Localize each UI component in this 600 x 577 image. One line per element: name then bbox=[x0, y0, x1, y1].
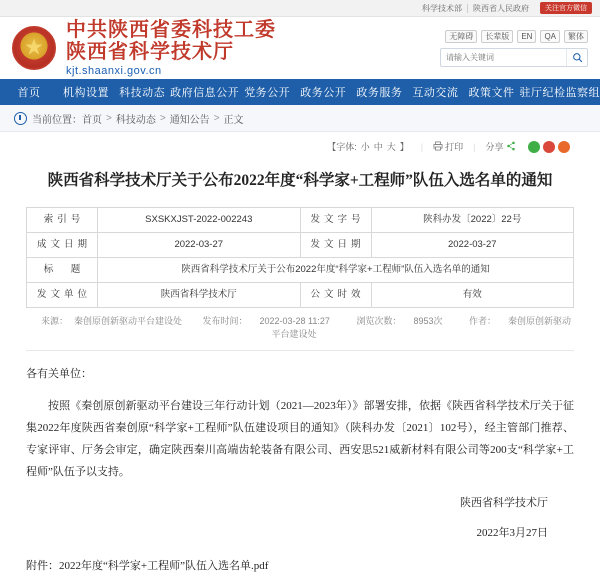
document-meta-table bbox=[26, 207, 574, 308]
toolbar-divider: | bbox=[473, 141, 476, 152]
accessibility-option[interactable]: 无障碍 bbox=[445, 30, 477, 43]
printer-icon bbox=[433, 141, 443, 151]
table-row bbox=[27, 258, 574, 283]
wechat-badge[interactable]: 关注官方微信 bbox=[540, 2, 592, 14]
nav-item-party-affairs[interactable]: 党务公开 bbox=[244, 87, 291, 99]
publish-prefix: 发布时间： bbox=[202, 316, 248, 326]
main-nav[interactable] bbox=[0, 79, 600, 105]
breadcrumb-separator: > bbox=[159, 112, 166, 124]
publish-group bbox=[197, 316, 336, 326]
meta-value-issuer: 陕西省科学技术厅 bbox=[98, 283, 301, 308]
search-box[interactable] bbox=[440, 48, 588, 67]
traditional-chinese-option[interactable]: 繁体 bbox=[564, 30, 588, 43]
breadcrumb-prefix: 当前位置： bbox=[32, 114, 82, 126]
source-group bbox=[35, 316, 182, 326]
publish-time: 2022-03-28 11:27 bbox=[259, 316, 330, 326]
author-name: 秦创原创新驱动平台建设处 bbox=[271, 316, 572, 339]
qa-option[interactable]: QA bbox=[540, 30, 560, 43]
breadcrumb-item-news[interactable]: 科技动态 bbox=[115, 114, 156, 126]
print-label[interactable]: 打印 bbox=[445, 142, 464, 152]
elder-version-option[interactable]: 长辈版 bbox=[481, 30, 513, 43]
nav-item-discipline-group[interactable]: 驻厅纪检监察组 bbox=[519, 87, 600, 99]
article-body bbox=[26, 351, 574, 577]
site-header bbox=[0, 17, 600, 79]
font-size-label: 【字体: bbox=[327, 142, 357, 152]
views-count: 8953次 bbox=[413, 316, 443, 326]
english-option[interactable]: EN bbox=[517, 30, 536, 43]
views-prefix: 浏览次数： bbox=[356, 316, 402, 326]
nav-item-home[interactable]: 首页 bbox=[17, 87, 41, 99]
meta-label-index: 索引号 bbox=[27, 208, 98, 233]
meta-value-doc-number: 陕科办发〔2022〕22号 bbox=[371, 208, 574, 233]
site-title-block bbox=[66, 19, 276, 77]
meta-value-written-date: 2022-03-27 bbox=[98, 233, 301, 258]
utility-bar bbox=[0, 0, 600, 17]
nav-item-organization[interactable]: 机构设置 bbox=[63, 87, 110, 99]
signature-date: 2022年3月27日 bbox=[476, 527, 548, 539]
breadcrumb-item-current: 正文 bbox=[223, 114, 244, 126]
meta-value-index: SXSKXJST-2022-002243 bbox=[98, 208, 301, 233]
attachment-prefix: 附件： bbox=[26, 560, 59, 572]
nav-item-policy-docs[interactable]: 政策文件 bbox=[468, 87, 515, 99]
signature-org: 陕西省科学技术厅 bbox=[460, 497, 548, 509]
org-line-2: 陕西省科学技术厅 bbox=[66, 41, 234, 63]
font-size-large[interactable]: 大 bbox=[386, 142, 396, 152]
body-paragraph-salutation: 各有关单位： bbox=[26, 368, 92, 380]
attachment-row bbox=[26, 555, 574, 577]
breadcrumb-item-announcements[interactable]: 通知公告 bbox=[169, 114, 210, 126]
print-button[interactable] bbox=[433, 140, 463, 153]
breadcrumb-item-home[interactable]: 首页 bbox=[82, 114, 102, 126]
font-size-label-end: 】 bbox=[399, 142, 409, 152]
source-link[interactable]: 秦创原创新驱动平台建设处 bbox=[73, 316, 182, 326]
breadcrumb-separator: > bbox=[106, 112, 112, 124]
font-size-small[interactable]: 小 bbox=[360, 142, 370, 152]
share-group[interactable] bbox=[485, 140, 518, 153]
site-url: kjt.shaanxi.gov.cn bbox=[66, 65, 162, 77]
header-right bbox=[440, 30, 588, 67]
source-prefix: 来源： bbox=[40, 316, 68, 326]
page-title: 陕西省科学技术厅关于公布2022年度“科学家+工程师”队伍入选名单的通知 bbox=[47, 172, 553, 189]
wechat-icon[interactable] bbox=[528, 141, 540, 153]
meta-value-validity: 有效 bbox=[371, 283, 574, 308]
meta-label-title: 标 题 bbox=[27, 258, 98, 283]
share-label: 分享 bbox=[485, 142, 504, 152]
views-group bbox=[350, 316, 448, 326]
meta-value-issue-date: 2022-03-27 bbox=[371, 233, 574, 258]
meta-value-title: 陕西省科学技术厅关于公布2022年度“科学家+工程师”队伍入选名单的通知 bbox=[98, 258, 574, 283]
nav-item-gov-info[interactable]: 政府信息公开 bbox=[170, 87, 240, 99]
national-emblem-icon bbox=[12, 26, 56, 70]
meta-label-doc-number: 发文字号 bbox=[300, 208, 371, 233]
nav-item-gov-services[interactable]: 政务服务 bbox=[356, 87, 403, 99]
table-row bbox=[27, 283, 574, 308]
nav-item-interaction[interactable]: 互动交流 bbox=[412, 87, 459, 99]
attachment-link[interactable]: 2022年度“科学家+工程师”队伍入选名单.pdf bbox=[59, 560, 269, 572]
breadcrumb-separator: > bbox=[213, 112, 220, 124]
weibo-icon[interactable] bbox=[543, 141, 555, 153]
share-buttons[interactable] bbox=[528, 141, 570, 153]
share-icon bbox=[506, 141, 516, 151]
org-line-1: 中共陕西省委科技工委 bbox=[66, 19, 276, 41]
language-options bbox=[445, 30, 588, 43]
link-ministry[interactable]: 科学技术部 bbox=[417, 4, 468, 13]
nav-item-news[interactable]: 科技动态 bbox=[119, 87, 166, 99]
nav-item-gov-affairs[interactable]: 政务公开 bbox=[300, 87, 347, 99]
toolbar-divider: | bbox=[420, 141, 424, 152]
qzone-icon[interactable] bbox=[558, 141, 570, 153]
table-row bbox=[27, 233, 574, 258]
link-provincial-gov[interactable]: 陕西省人民政府 bbox=[473, 3, 529, 13]
location-pin-icon bbox=[14, 112, 27, 125]
meta-label-issue-date: 发文日期 bbox=[300, 233, 371, 258]
article-source-line bbox=[26, 308, 574, 351]
breadcrumb bbox=[0, 105, 600, 132]
table-row bbox=[27, 208, 574, 233]
search-input[interactable] bbox=[441, 52, 566, 63]
body-paragraph-main: 按照《秦创原创新驱动平台建设三年行动计划（2021—2023年）》部署安排，依据《陕西省科学技术厅关于征集2022年度陕西省秦创原“科学家+工程师”队伍建设项目的通知》（陕科办发〔2021〕102号），经主管部门推荐、专家评审、厅务会审定，确定陕西秦川高端齿轮装备有限公司、西安思521威新材料有限公司等200支“科学家+工程师”队伍予以支持。 bbox=[26, 400, 574, 478]
meta-label-validity: 公文时效 bbox=[300, 283, 371, 308]
font-size-control[interactable] bbox=[325, 140, 411, 153]
search-icon[interactable] bbox=[566, 49, 587, 66]
font-size-medium[interactable]: 中 bbox=[373, 142, 383, 152]
meta-label-written-date: 成文日期 bbox=[27, 233, 98, 258]
author-prefix: 作者： bbox=[469, 316, 497, 326]
meta-label-issuer: 发文单位 bbox=[27, 283, 98, 308]
article-container bbox=[0, 132, 600, 577]
article-toolbar bbox=[26, 132, 574, 157]
